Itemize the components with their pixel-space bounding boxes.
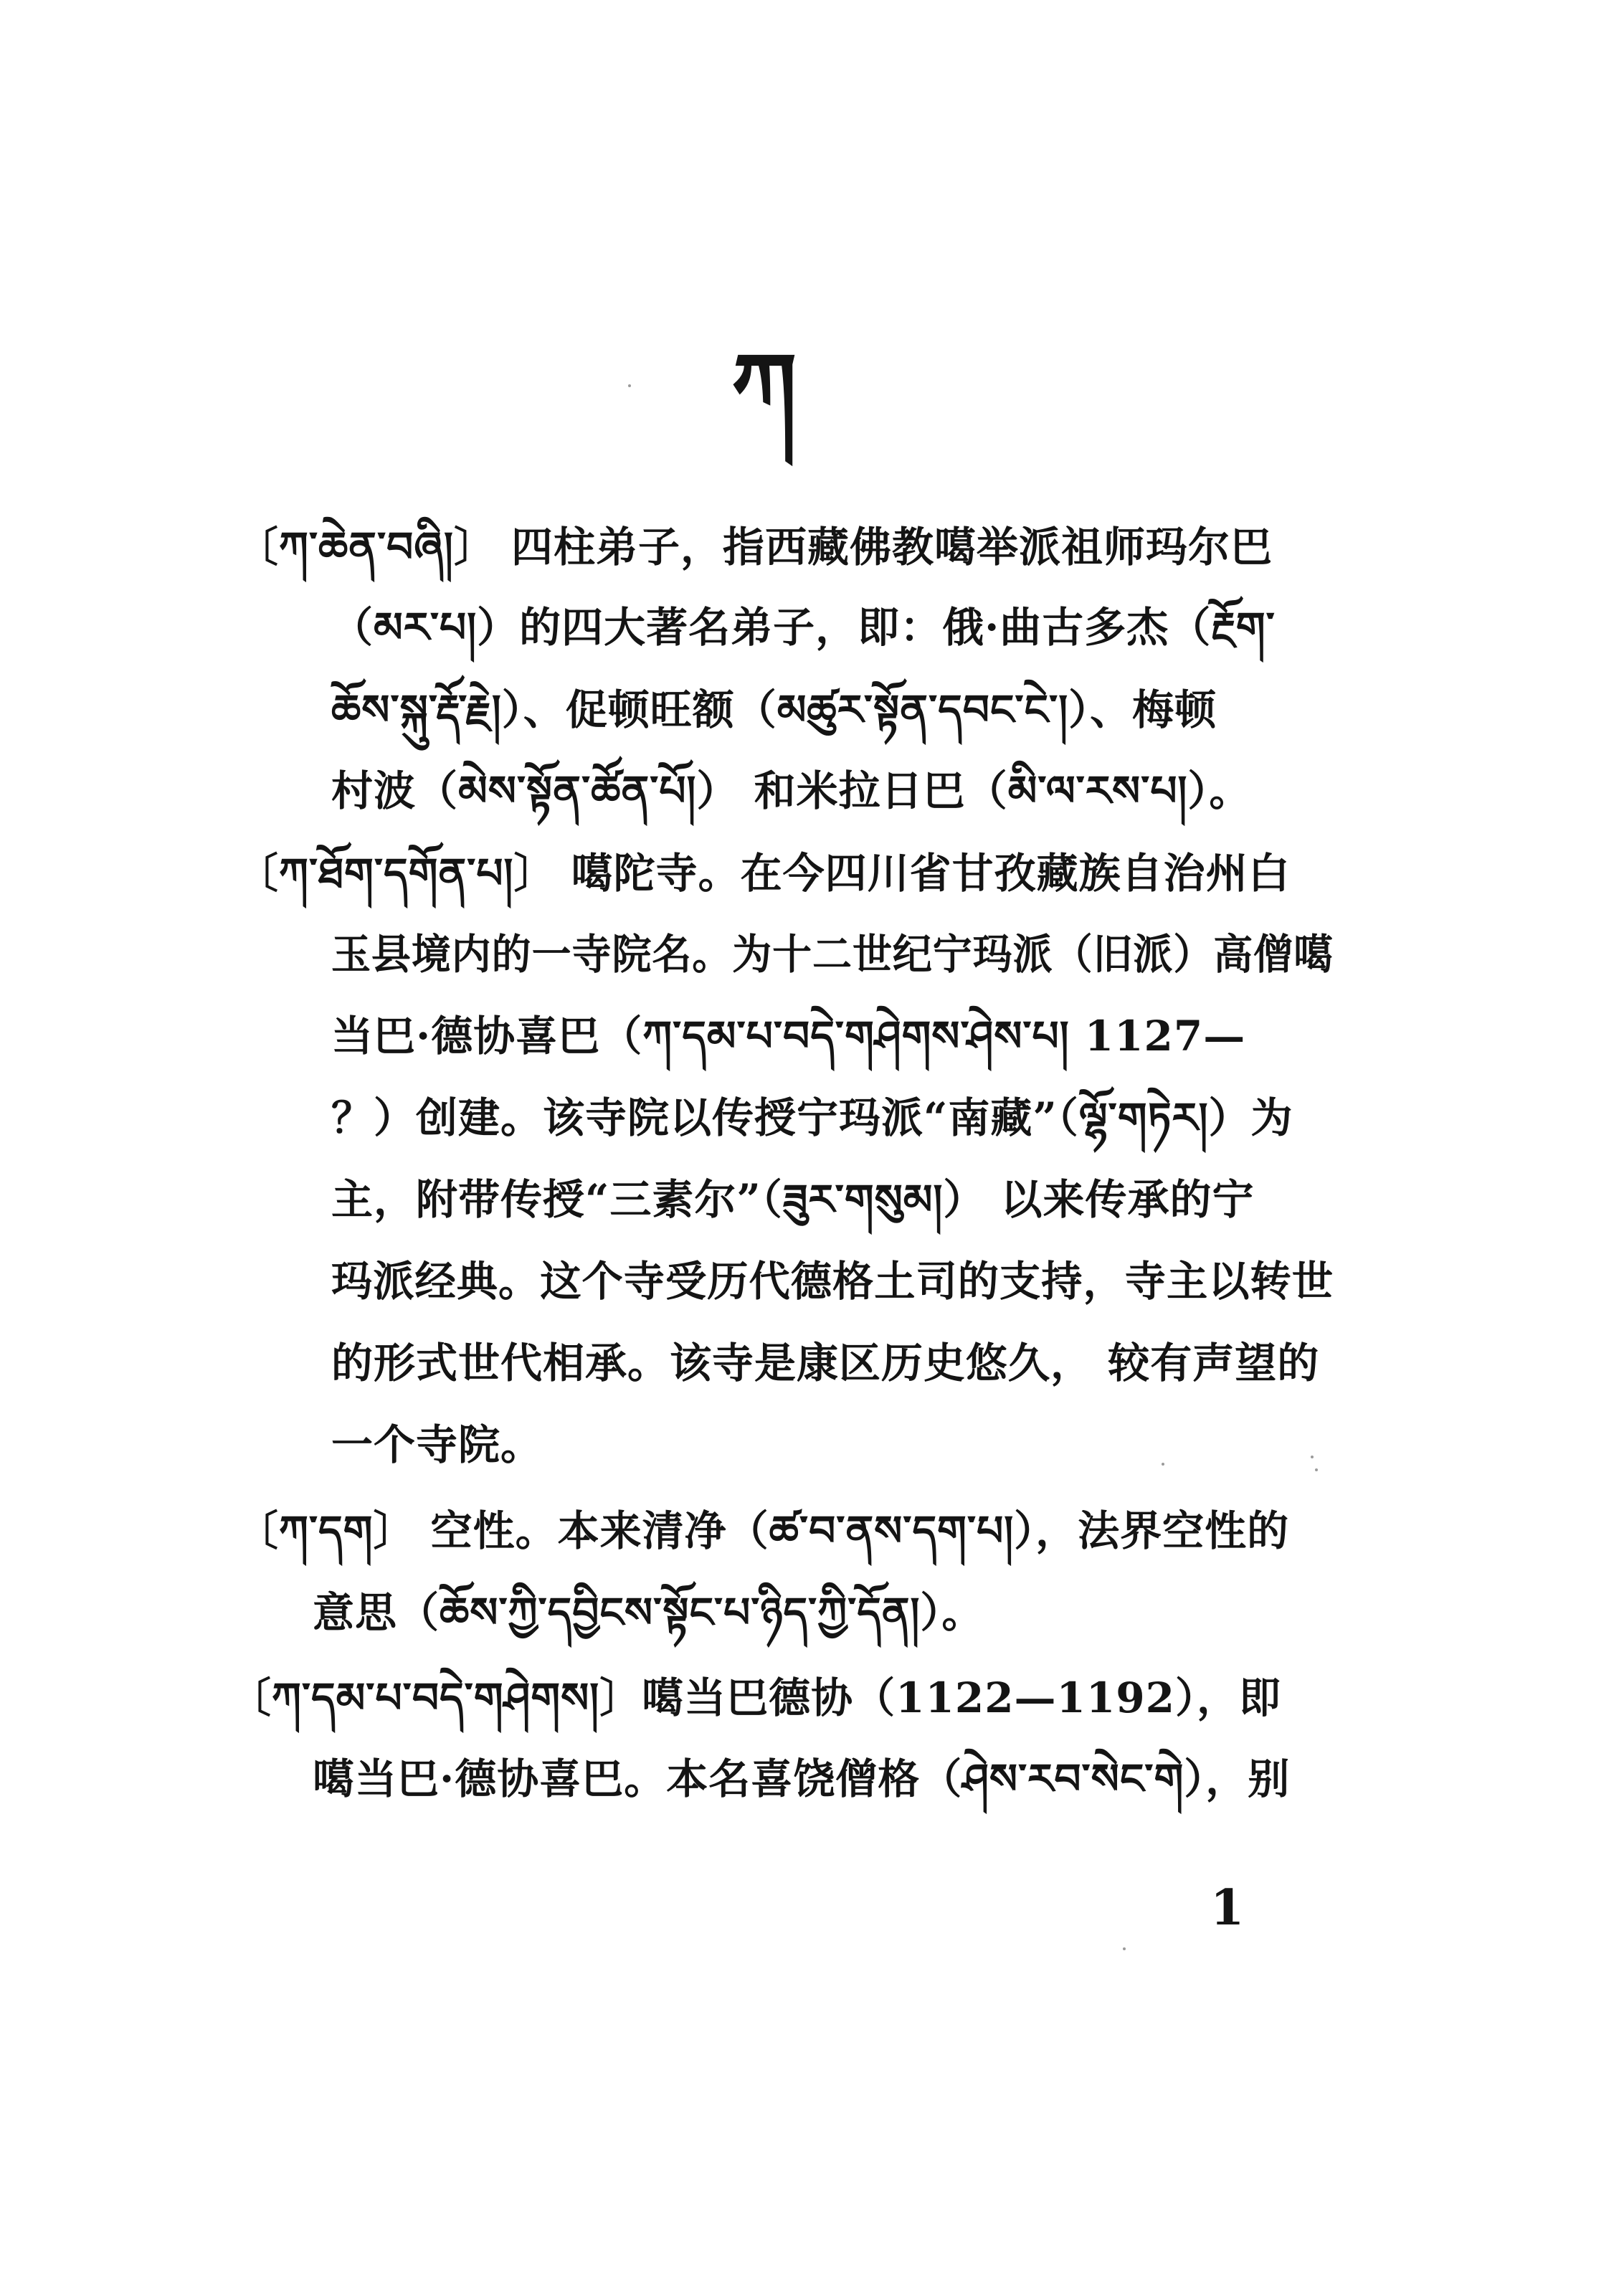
text-line: 当巴·德协喜巴（ཀ་དམ་པ་བདེ་གཤེགས་ཤེས་པ། 1127— — [331, 1012, 1246, 1060]
scan-speck — [628, 384, 631, 387]
text-line: 主，附带传授“三素尔”（ཟུར་གསུམ།） 以来传承的宁 — [331, 1175, 1255, 1224]
page-number: 1 — [1210, 1879, 1245, 1937]
scan-speck — [1162, 1463, 1164, 1466]
text-line: 〔ཀ་ཐོག་དགོན་པ།〕 噶陀寺。在今四川省甘孜藏族自治州白 — [237, 849, 1291, 898]
text-line: 意思（ཆོས་ཀྱི་དབྱིངས་སྟོང་པ་ཉིད་ཀྱི་དོན།）。 — [313, 1588, 984, 1637]
scan-speck — [1311, 1456, 1314, 1458]
text-line: 村波（མེས་སྟོན་ཚོན་པོ།） 和米拉日巴（མི་ལ་རས་པ།）。 — [331, 766, 1252, 815]
text-line: （མར་པ།）的四大著名弟子，即：俄·曲古多杰（རྔོག་ — [331, 603, 1276, 652]
scan-speck — [1123, 1947, 1126, 1950]
text-line: ？）创建。该寺院以传授宁玛派“南藏”（ལྷོ་གཏེར།）为 — [331, 1093, 1293, 1142]
text-line: ཆོས་སྐུ་རྡོ་རྗེ།）、促顿旺额（མཚུར་སྟོན་དབང་ངེ་།）、梅顿 — [331, 685, 1217, 734]
text-line: 噶当巴·德协喜巴。本名喜饶僧格（ཤེས་རབ་སེང་གེ），别 — [313, 1755, 1291, 1803]
text-line: 〔ཀ་དག〕 空性。本来清净（ཚ་བ་ནས་དག་པ།），法界空性的 — [237, 1506, 1290, 1555]
text-line: 玛派经典。这个寺受历代德格土司的支持，寺主以转世 — [331, 1257, 1334, 1306]
text-line: 〔ཀ་ཆེན་བཞི།〕 四柱弟子，指西藏佛教噶举派祖师玛尔巴 — [237, 523, 1273, 571]
section-heading: ཀ — [731, 333, 797, 442]
text-line: 一个寺院。 — [331, 1420, 543, 1469]
text-line: 玉县境内的一寺院名。为十二世纪宁玛派（旧派）高僧噶 — [331, 930, 1334, 979]
scan-speck — [1315, 1468, 1318, 1471]
text-line: 的形式世代相承。该寺是康区历史悠久， 较有声望的 — [331, 1339, 1320, 1387]
text-line: 〔ཀ་དམ་པ་བདེ་གཤེགས།〕噶当巴德协（1122—1192），即 — [229, 1674, 1281, 1722]
